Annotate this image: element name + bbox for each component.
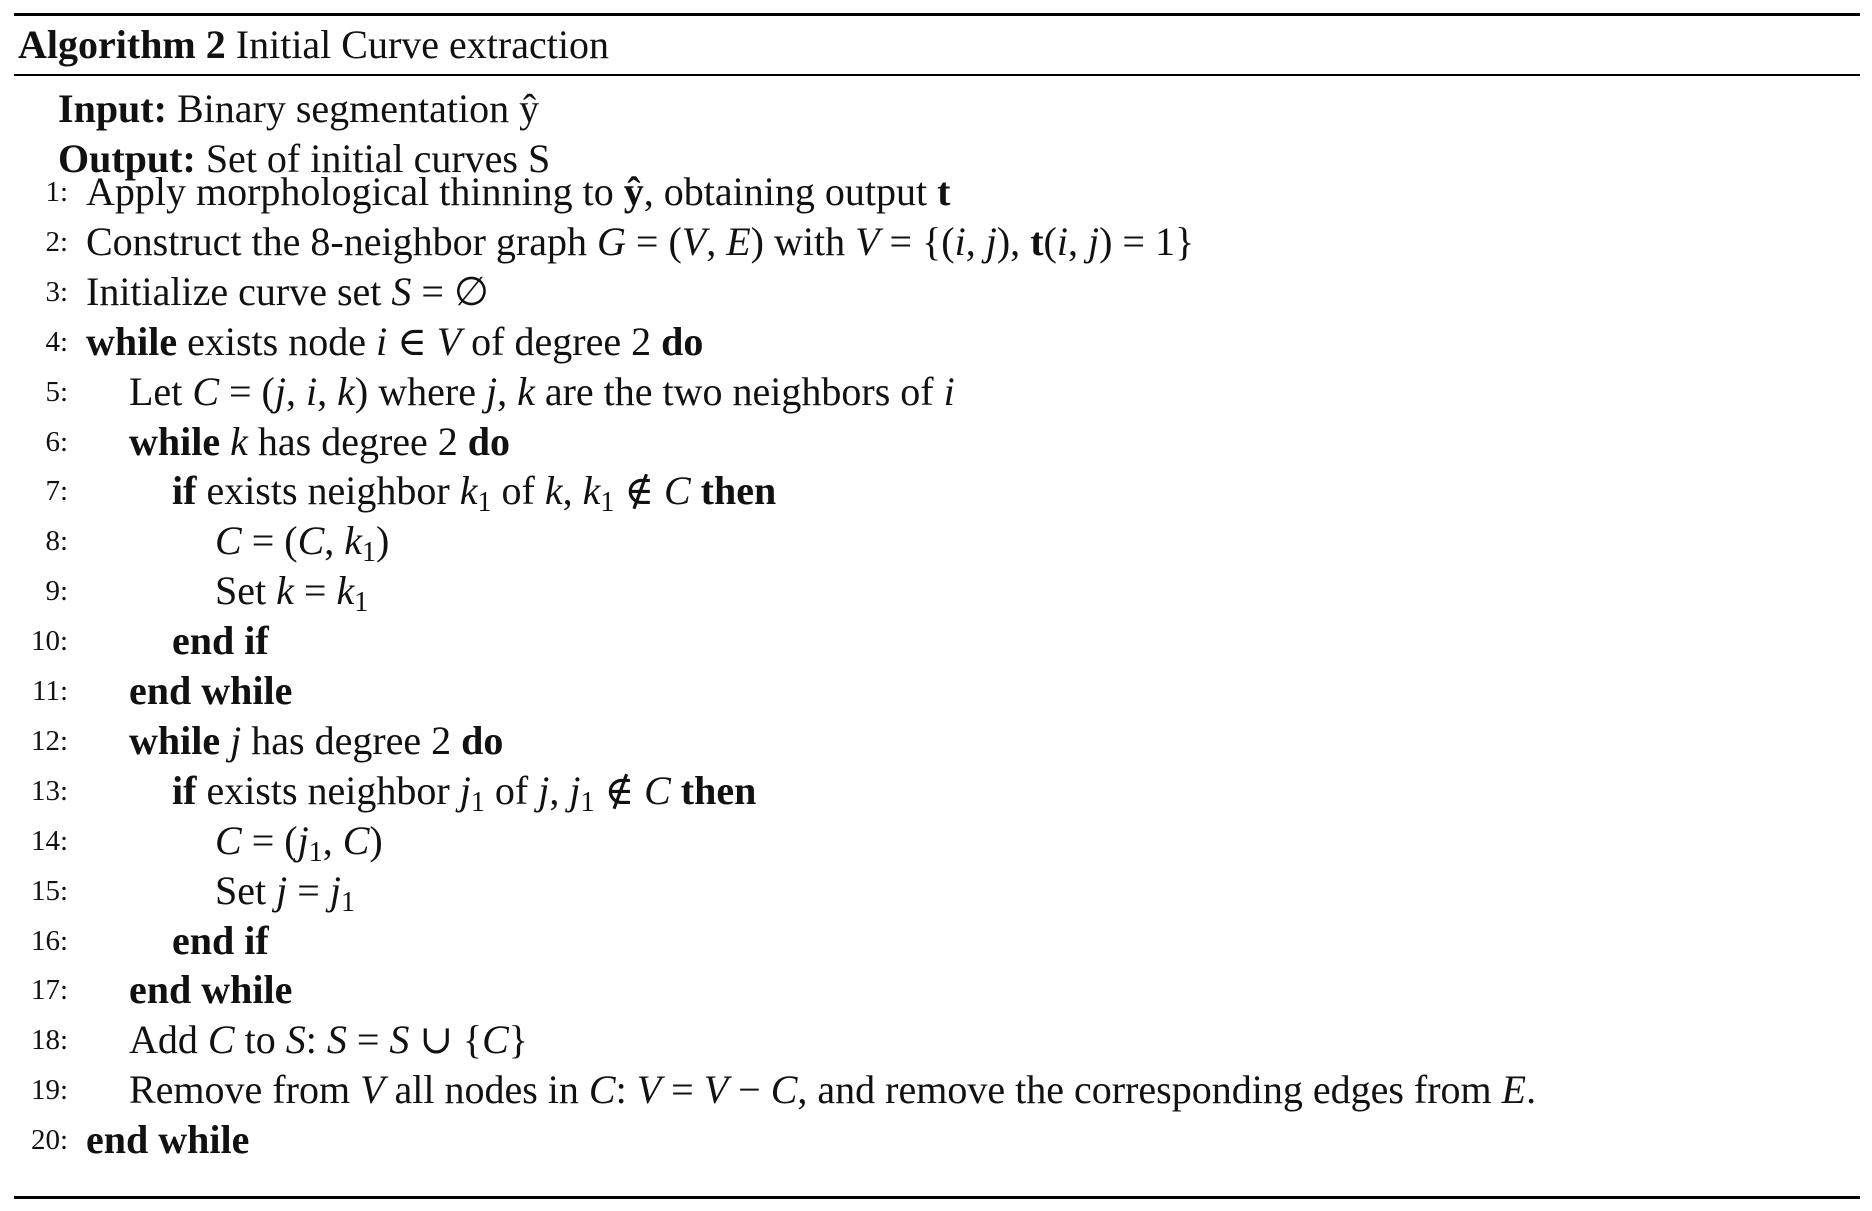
code-token: , — [322, 817, 343, 863]
code-token: , — [706, 218, 727, 264]
code-token: V — [436, 318, 462, 364]
code-token: end while — [86, 1117, 250, 1163]
code-token: j — [297, 817, 309, 863]
code-token: all nodes in — [384, 1067, 589, 1113]
code-token: Construct the 8-neighbor graph — [86, 218, 597, 264]
code-token: S — [285, 1017, 306, 1063]
line-code — [129, 1065, 1536, 1115]
code-token: j — [276, 867, 288, 913]
bottom-rule — [14, 1196, 1860, 1199]
code-token: ∪ { — [409, 1017, 483, 1063]
code-token: C — [663, 468, 691, 514]
code-token: while — [129, 717, 221, 763]
code-token: k — [582, 468, 601, 514]
code-token: , obtaining output — [643, 169, 938, 214]
code-token: V — [636, 1067, 662, 1113]
code-token: : — [615, 1067, 637, 1113]
code-token: to — [234, 1017, 286, 1063]
code-token: C — [215, 518, 242, 564]
line-number: 12: — [30, 724, 68, 757]
code-token: t — [937, 169, 951, 214]
code-token: = — [346, 1017, 390, 1063]
code-token: while — [86, 318, 178, 364]
code-token: 1 — [580, 786, 595, 818]
algorithm-line — [0, 217, 1872, 267]
code-token: exists neighbor — [196, 468, 460, 514]
code-token: i — [376, 318, 388, 364]
algorithm-line — [0, 367, 1872, 417]
line-number: 5: — [45, 375, 68, 408]
code-token: , — [324, 518, 345, 564]
code-token: E — [726, 218, 751, 264]
code-token: 1 — [470, 786, 485, 818]
algorithm-line — [0, 916, 1872, 966]
input-text: Binary segmentation ŷ — [176, 86, 540, 131]
code-token: = — [287, 867, 330, 913]
code-token: j — [329, 867, 341, 913]
code-token: , — [1067, 218, 1088, 264]
line-number: 13: — [30, 774, 68, 807]
line-code — [172, 916, 269, 966]
code-token: i — [1056, 218, 1068, 264]
code-token: ) — [369, 817, 383, 863]
code-token: Set — [215, 568, 277, 614]
line-code — [215, 516, 390, 569]
code-token: 1 — [600, 487, 615, 519]
algorithm-line — [0, 1015, 1872, 1065]
code-token: C — [482, 1017, 509, 1063]
code-token: end while — [129, 967, 293, 1013]
code-token: k — [344, 518, 363, 564]
code-token: j — [230, 717, 242, 763]
code-token: while — [129, 418, 221, 464]
code-token: of — [484, 767, 539, 813]
line-number: 18: — [30, 1024, 68, 1057]
code-token: C — [192, 368, 219, 414]
code-token: Initialize curve set — [86, 268, 392, 314]
code-token: ), — [996, 218, 1031, 264]
code-token: exists node — [177, 318, 376, 364]
code-token: S — [326, 1017, 347, 1063]
code-token: ( — [1043, 218, 1057, 264]
code-token: Remove from — [129, 1067, 361, 1113]
code-token — [691, 468, 701, 513]
code-token: then — [700, 468, 777, 514]
code-token: C — [207, 1017, 235, 1063]
code-token: S — [389, 1017, 410, 1063]
code-token: = {( — [879, 218, 955, 264]
code-token: ) where — [354, 368, 486, 414]
line-code — [172, 466, 777, 519]
code-token: = ∅ — [411, 268, 489, 314]
code-token: ) = 1} — [1099, 218, 1195, 264]
line-number: 3: — [45, 275, 68, 308]
code-token: end if — [172, 618, 269, 664]
algorithm-line — [0, 267, 1872, 317]
code-token: k — [230, 418, 248, 464]
code-token: , — [562, 468, 583, 514]
code-token: end while — [129, 668, 293, 713]
line-code — [172, 616, 269, 666]
code-token: ∉ — [614, 468, 664, 514]
code-token: V — [360, 1067, 385, 1113]
code-token: = ( — [625, 218, 682, 264]
code-token: C — [770, 1067, 798, 1113]
code-token: − — [728, 1067, 771, 1113]
line-code — [129, 367, 955, 417]
line-number: 6: — [45, 425, 68, 458]
line-code — [86, 217, 1194, 267]
code-token: do — [661, 318, 704, 364]
code-token: do — [467, 418, 511, 464]
code-token: has degree 2 — [247, 418, 468, 464]
code-token: 1 — [354, 587, 369, 619]
code-token: C — [588, 1067, 616, 1113]
algorithm-line — [0, 417, 1872, 467]
code-token: 1 — [362, 537, 377, 569]
line-code — [172, 766, 756, 816]
line-code — [215, 566, 369, 619]
code-token — [220, 718, 230, 763]
code-token: k — [459, 468, 478, 514]
code-token: i — [943, 368, 955, 414]
code-token: C — [644, 767, 671, 813]
code-token: 1 — [477, 487, 492, 519]
line-number: 17: — [30, 974, 68, 1007]
code-token: 1 — [308, 836, 323, 868]
line-code — [215, 816, 383, 866]
algorithm-caption — [18, 17, 609, 73]
algorithm-line — [0, 965, 1872, 1015]
code-token: G — [597, 218, 626, 264]
line-number: 19: — [30, 1074, 68, 1107]
code-token: C — [342, 817, 370, 863]
algorithm-line — [0, 816, 1872, 866]
line-number: 4: — [45, 325, 68, 358]
algorithm-line — [0, 666, 1872, 716]
code-token: j — [985, 218, 997, 264]
code-token: of — [491, 468, 545, 514]
code-token: j — [569, 767, 581, 813]
code-token — [220, 419, 230, 464]
line-number: 9: — [45, 575, 68, 608]
code-token: V — [855, 218, 880, 264]
code-token: i — [954, 218, 966, 264]
code-token: k — [544, 468, 563, 514]
line-number: 7: — [45, 475, 68, 508]
code-token: end if — [172, 917, 269, 963]
code-token: = ( — [219, 368, 275, 414]
code-token: S — [391, 268, 412, 314]
line-code — [129, 1015, 528, 1065]
code-token: , — [549, 767, 570, 813]
code-token: Apply morphological thinning to — [86, 169, 624, 214]
code-token: , — [317, 368, 338, 414]
line-number: 10: — [30, 625, 68, 658]
algorithm-line — [0, 716, 1872, 766]
line-code — [86, 317, 703, 367]
code-token: ) with — [750, 218, 856, 264]
code-token: k — [517, 368, 535, 414]
line-number: 14: — [30, 824, 68, 857]
algorithm-line — [0, 1115, 1872, 1165]
code-token: ∉ — [594, 767, 645, 813]
line-number: 2: — [45, 225, 68, 258]
code-token: ∈ — [387, 318, 437, 364]
code-token: j — [485, 368, 498, 414]
output-label: Output: — [58, 136, 196, 181]
code-token: Set — [215, 867, 277, 913]
code-token: are the two neighbors of — [534, 368, 944, 414]
algorithm-line — [0, 566, 1872, 619]
line-code — [86, 167, 950, 217]
input-label: Input: — [58, 86, 167, 131]
code-token: has degree 2 — [241, 717, 462, 763]
code-token: j — [538, 767, 550, 813]
line-number: 20: — [30, 1124, 68, 1157]
code-token: Add — [129, 1017, 208, 1063]
code-token: E — [1501, 1067, 1527, 1113]
algorithm-line — [0, 317, 1872, 367]
code-token: i — [306, 368, 318, 414]
algorithm-label: Algorithm 2 — [18, 22, 226, 67]
code-token: = ( — [241, 518, 298, 564]
line-number: 8: — [45, 525, 68, 558]
code-token: C — [297, 518, 325, 564]
line-code — [86, 267, 489, 317]
code-token — [671, 768, 681, 813]
line-number: 1: — [45, 176, 68, 208]
code-token: V — [703, 1067, 729, 1113]
algorithm-line — [0, 866, 1872, 916]
code-token: ) — [376, 518, 390, 564]
line-code — [129, 716, 503, 766]
algorithm-line — [0, 616, 1872, 666]
code-token: = ( — [241, 817, 298, 863]
code-token: V — [681, 218, 707, 264]
code-token: if — [172, 468, 197, 514]
line-code — [86, 1115, 249, 1165]
code-token: ŷ — [623, 169, 644, 214]
line-number: 15: — [30, 874, 68, 907]
input-line — [58, 84, 539, 134]
code-token: if — [172, 767, 197, 813]
code-token: k — [336, 568, 355, 614]
algorithm-line — [0, 1065, 1872, 1115]
code-token: = — [661, 1067, 704, 1113]
line-code — [215, 866, 355, 916]
algorithm-line — [0, 516, 1872, 569]
algorithm-line — [0, 167, 1872, 217]
code-token: then — [680, 767, 757, 813]
line-code — [129, 417, 510, 467]
code-token: , — [286, 368, 307, 414]
code-token: = — [293, 568, 337, 614]
line-code — [129, 965, 292, 1015]
code-token: t — [1030, 218, 1044, 264]
code-token: j — [274, 368, 287, 414]
code-token: do — [461, 717, 504, 763]
code-token: of degree 2 — [461, 318, 662, 364]
header-rule — [14, 74, 1860, 76]
code-token: C — [215, 817, 242, 863]
line-code — [129, 666, 292, 716]
top-rule — [14, 13, 1860, 16]
code-token: . — [1526, 1067, 1537, 1113]
algorithm-title: Initial Curve extraction — [235, 22, 609, 67]
code-token: j — [459, 767, 471, 813]
code-token: , — [965, 218, 986, 264]
code-token: k — [276, 568, 294, 614]
code-token: } — [508, 1017, 528, 1063]
code-token: j — [1087, 218, 1100, 264]
algorithm-line — [0, 766, 1872, 816]
line-number: 11: — [32, 675, 68, 707]
code-token: exists neighbor — [196, 767, 460, 813]
algorithm-line — [0, 466, 1872, 519]
code-token: , — [497, 368, 518, 414]
output-text: Set of initial curves S — [205, 136, 551, 181]
code-token: 1 — [340, 886, 355, 918]
code-token: Let — [129, 368, 193, 414]
line-number: 16: — [30, 924, 68, 957]
code-token: : — [305, 1017, 327, 1063]
code-token: , and remove the corresponding edges from — [797, 1067, 1502, 1113]
code-token: k — [337, 368, 355, 414]
